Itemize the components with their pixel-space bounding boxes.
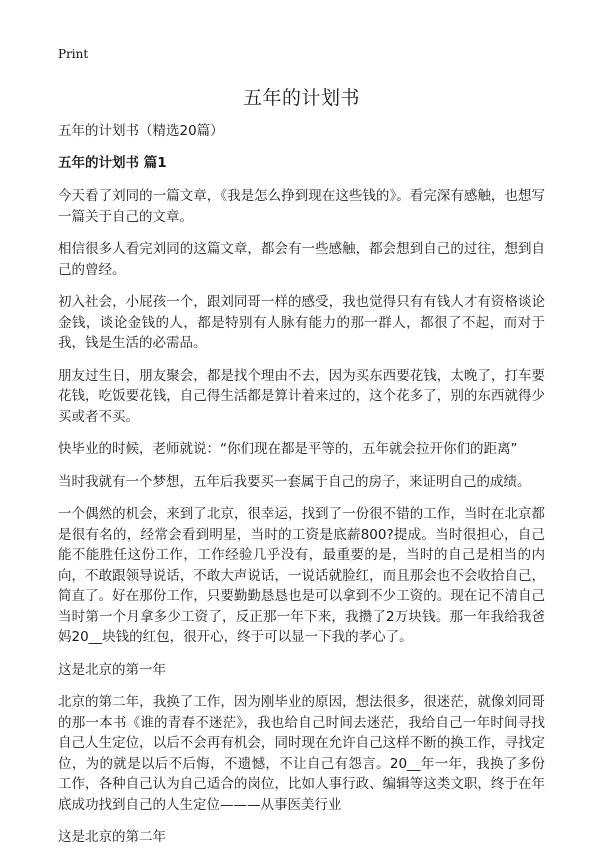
paragraph: 快毕业的时候，老师就说：“你们现在都是平等的，五年就会拉开你们的距离” <box>58 441 518 457</box>
paragraph: 北京的第二年，我换了工作，因为刚毕业的原因，想法很多，很迷茫，就像刘同哥的那一本书《谁的青春不迷茫》，我也给自己时间去迷茫，我给自己一年时间寻找自己人生定位，以后不会再有机会，同时现在允许自己这样不断的换工作，寻找定位，为的就是以后不后悔，不遗憾，不让自己有怨言。20__年一年，我换了多份工作，各种自己认为自己适合的岗位，比如人事行政、编辑等这类文职，终于在年底成功找到自己的人生定位———从事医美行业 <box>58 694 545 813</box>
paragraph: 一个偶然的机会，来到了北京，很幸运，找到了一份很不错的工作，当时在北京都是很有名的，经常会看到明星，当时的工资是底薪800?提成。当时很担心，自己能不能胜任这份工作，工作经验几乎没有，最重要的是，当时的自己是相当的内向，不敢跟领导说话，不敢大声说话，一说话就脸红，而且那会也不会收拾自己，简直了。好在那份工作，只要勤勤恳恳也是可以拿到不少工资的。现在记不清自己当时第一个月拿多少工资了，反正那一年下来，我攒了2万块钱。那一年我给我爸妈20__块钱的红包，很开心，终于可以显一下我的孝心了。 <box>58 506 545 645</box>
document-subtitle: 五年的计划书（精选20篇） <box>58 123 224 139</box>
paragraph: 当时我就有一个梦想，五年后我要买一套属于自己的房子，来证明自己的成绩。 <box>58 473 531 490</box>
document-title: 五年的计划书 <box>242 87 360 109</box>
section-heading: 五年的计划书 篇1 <box>58 155 167 171</box>
paragraph: 初入社会，小屁孩一个，跟刘同哥一样的感受，我也觉得只有有钱人才有资格谈论金钱，谈论金钱的人，都是特别有人脉有能力的那一群人，都很了不起，而对于我，钱是生活的必需品。 <box>58 294 545 351</box>
print-link[interactable]: Print <box>58 47 89 61</box>
paragraph: 这是北京的第一年 <box>58 661 166 678</box>
paragraph: 相信很多人看完刘同的这篇文章，都会有一些感触，都会想到自己的过往，想到自己的曾经。 <box>58 241 545 278</box>
paragraph: 今天看了刘同的一篇文章，《我是怎么挣到现在这些钱的》。看完深有感触，也想写一篇关于自己的文章。 <box>58 188 545 225</box>
paragraph: 朋友过生日，朋友聚会，都是找个理由不去，因为买东西要花钱，太晚了，打车要花钱，吃饭要花钱，自己得生活都是算计着来过的，这个花多了，别的东西就得少买或者不买。 <box>58 367 545 425</box>
paragraph: 这是北京的第二年 <box>58 829 166 845</box>
